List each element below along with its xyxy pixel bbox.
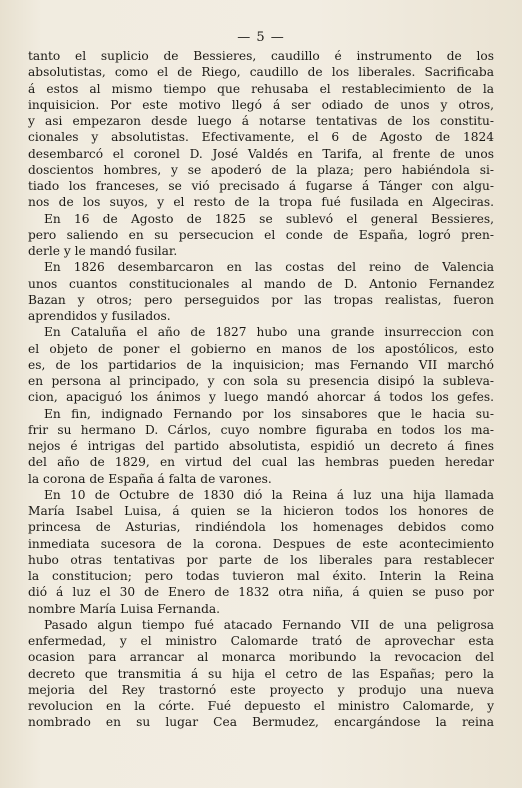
text-line: aprendidos y fusilados. [28,309,171,323]
text-line: desembarcó el coronel D. José Valdés en Tarifa, al frente de unos [28,146,494,161]
text-line: del año de 1829, en virtud del cual las hembras pueden heredar [28,455,494,470]
text-line: cion, apaciguó los ánimos y luego mandó ahorcar á todos los gefes. [28,390,494,405]
text-line: en persona al principado, y con sola su presencia disipó la subleva- [28,374,494,388]
text-line: María Isabel Luisa, á quien se la hicieron todos los honores de [28,504,494,518]
text-line: el objeto de poner el gobierno en manos de los apostólicos, esto [28,341,494,356]
text-line: nos de los suyos, y el resto de la tropa fué fusilada en Algeciras. [28,195,494,210]
text-line: mejoria del Rey trastornó este proyecto y produjo una nueva [28,682,494,697]
text-line: decreto que transmitia á su hija el cetro de las Españas; pero la [28,666,494,681]
text-line: tiado los franceses, se vió precisado á fugarse á Tánger con algu- [28,179,494,193]
text-line: enfermedad, y el ministro Calomarde trató de aprovechar esta [28,634,494,648]
text-line: En Cataluña el año de 1827 hubo una grande insurreccion con [44,325,494,340]
text-line: En 10 de Octubre de 1830 dió la Reina á luz una hija llamada [44,487,494,502]
text-line: hubo otras tentativas por parte de los liberales para restablecer [28,552,494,567]
text-line: á estos al mismo tiempo que rehusaba el restablecimiento de la [28,81,494,96]
text-line: pero saliendo en su persecucion el conde de España, logró pren- [28,227,494,242]
text-line: cionales y absolutistas. Efectivamente, el 6 de Agosto de 1824 [28,130,494,145]
text-line: dió á luz el 30 de Enero de 1832 otra niña, á quien se puso por [28,585,494,600]
text-line: la constitucion; pero todas tuvieron mal éxito. Interin la Reina [28,569,494,583]
text-line: derle y le mandó fusilar. [28,244,178,258]
body-text [28,48,494,731]
text-line: unos cuantos constitucionales al mando de D. Antonio Fernandez [28,276,494,291]
text-line: princesa de Asturias, rindiéndola los homenages debidos como [28,520,494,535]
text-line: y asi empezaron desde luego á notarse tentativas de los constitu- [28,114,494,128]
text-line: revolucion en la córte. Fué depuesto el ministro Calomarde, y [28,699,494,713]
text-line: nejos é intrigas del partido absolutista, espidió un decreto á fines [28,439,494,453]
page-number: — 5 — [237,30,285,45]
text-line: En 16 de Agosto de 1825 se sublevó el general Bessieres, [44,211,494,226]
text-line: la corona de España á falta de varones. [28,471,272,486]
text-line: En fin, indignado Fernando por los sinsabores que le hacia su- [44,406,494,421]
text-line: frir su hermano D. Cárlos, cuyo nombre figuraba en todos los ma- [28,422,494,437]
text-line: tanto el suplicio de Bessieres, caudillo é instrumento de los [28,49,494,63]
text-line: ocasion para arrancar al monarca moribundo la revocacion del [28,650,494,665]
text-line: inmediata sucesora de la corona. Despues de este acontecimiento [28,536,494,551]
text-line: inquisicion. Por este motivo llegó á ser odiado de unos y otros, [28,97,494,112]
text-line: doscientos hombres, y se apoderó de la plaza; pero habiéndola si- [28,162,494,177]
text-line: Bazan y otros; pero perseguidos por las tropas realistas, fueron [28,292,494,307]
text-line: Pasado algun tiempo fué atacado Fernando VII de una peligrosa [44,617,494,632]
text-line: es, de los partidarios de la inquisicion; mas Fernando VII marchó [28,357,494,372]
text-line: En 1826 desembarcaron en las costas del reino de Valencia [44,260,494,275]
text-line: nombre María Luisa Fernanda. [28,601,221,616]
text-line: nombrado en su lugar Cea Bermudez, encargándose la reina [28,715,494,730]
text-line: absolutistas, como el de Riego, caudillo de los liberales. Sacrificaba [28,65,494,80]
